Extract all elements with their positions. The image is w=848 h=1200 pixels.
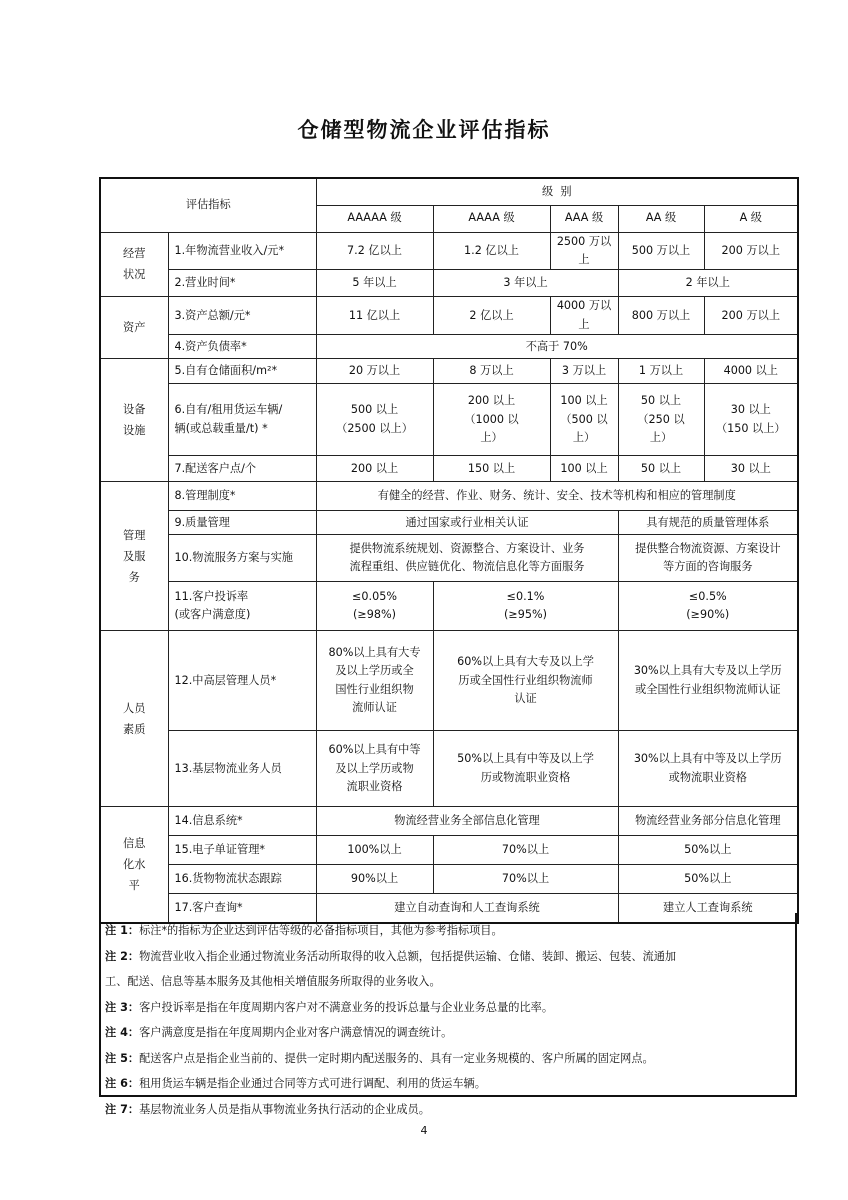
indicator-name: 5.自有仓储面积/m²*: [168, 359, 316, 384]
value-cell: 有健全的经营、作业、财务、统计、安全、技术等机构和相应的管理制度: [316, 482, 798, 511]
value-cell: 3 年以上: [433, 270, 618, 297]
value-cell: 8 万以上: [433, 359, 550, 384]
indicator-name: 1.年物流营业收入/元*: [168, 232, 316, 270]
value-cell: 50%以上具有中等及以上学 历或物流职业资格: [433, 731, 618, 807]
note-label: 注 6：: [105, 1077, 140, 1090]
value-cell: 150 以上: [433, 456, 550, 482]
notes-section: [99, 913, 797, 1116]
level-3a: AAA 级: [550, 205, 618, 232]
value-cell: 100 以上 （500 以 上）: [550, 384, 618, 456]
value-cell: 4000 万以上: [550, 297, 618, 335]
note-label: 注 2：: [105, 949, 140, 963]
value-cell: 2 亿以上: [433, 297, 550, 335]
note-text: 物流营业收入指企业通过物流业务活动所取得的收入总额，包括提供运输、仓储、装卸、搬运、包装、流通加: [139, 949, 677, 963]
note-text: 配送客户点是指企业当前的、提供一定时期内配送服务的、具有一定业务规模的、客户所属的固定网点。: [139, 1051, 654, 1065]
value-cell: 提供物流系统规划、资源整合、方案设计、业务 流程重组、供应链优化、物流信息化等方面服务: [316, 535, 618, 582]
category-management: 管理 及服 务: [100, 482, 168, 631]
indicator-name: 11.客户投诉率 (或客户满意度): [168, 582, 316, 631]
value-cell: ≤0.1% (≥95%): [433, 582, 618, 631]
value-cell: ≤0.05% (≥98%): [316, 582, 433, 631]
category-informatization: 信息 化水 平: [100, 807, 168, 923]
note-text: 客户投诉率是指在年度周期内客户对不满意业务的投诉总量与企业业务总量的比率。: [139, 1000, 554, 1014]
value-cell: 物流经营业务全部信息化管理: [316, 807, 618, 836]
value-cell: 4000 以上: [704, 359, 798, 384]
indicator-name: 4.资产负债率*: [168, 335, 316, 359]
value-cell: 物流经营业务部分信息化管理: [618, 807, 798, 836]
value-cell: 500 万以上: [618, 232, 704, 270]
note-label: 注 1：: [105, 924, 140, 937]
category-personnel: 人员 素质: [100, 631, 168, 807]
value-cell: 1.2 亿以上: [433, 232, 550, 270]
value-cell: 通过国家或行业相关认证: [316, 511, 618, 535]
note-3: [105, 995, 789, 1021]
value-cell: 200 以上 （1000 以 上）: [433, 384, 550, 456]
value-cell: 500 以上 （2500 以上）: [316, 384, 433, 456]
level-5a: AAAAA 级: [316, 205, 433, 232]
value-cell: 30 以上 （150 以上）: [704, 384, 798, 456]
page-title: 仓储型物流企业评估指标: [297, 118, 551, 142]
value-cell: 1 万以上: [618, 359, 704, 384]
value-cell: 60%以上具有大专及以上学 历或全国性行业组织物流师 认证: [433, 631, 618, 731]
value-cell: 70%以上: [433, 836, 618, 865]
value-cell: 30%以上具有中等及以上学历 或物流职业资格: [618, 731, 798, 807]
evaluation-table: [99, 177, 799, 924]
note-1: [105, 918, 789, 944]
note-label: 注 7：: [105, 1102, 140, 1116]
value-cell: 30 以上: [704, 456, 798, 482]
indicator-name: 3.资产总额/元*: [168, 297, 316, 335]
value-cell: 2 年以上: [618, 270, 798, 297]
value-cell: 50%以上: [618, 865, 798, 894]
value-cell: 2500 万以上: [550, 232, 618, 270]
value-cell: 70%以上: [433, 865, 618, 894]
value-cell: ≤0.5% (≥90%): [618, 582, 798, 631]
value-cell: 11 亿以上: [316, 297, 433, 335]
indicator-name: 8.管理制度*: [168, 482, 316, 511]
value-cell: 不高于 70%: [316, 335, 798, 359]
indicator-name: 2.营业时间*: [168, 270, 316, 297]
page-number: 4: [420, 1124, 428, 1137]
note-text: 租用货运车辆是指企业通过合同等方式可进行调配、利用的货运车辆。: [139, 1077, 486, 1090]
value-cell: 50%以上: [618, 836, 798, 865]
value-cell: 3 万以上: [550, 359, 618, 384]
indicator-name: 9.质量管理: [168, 511, 316, 535]
category-operation: 经营 状况: [100, 232, 168, 297]
level-4a: AAAA 级: [433, 205, 550, 232]
indicator-name: 10.物流服务方案与实施: [168, 535, 316, 582]
category-assets: 资产: [100, 297, 168, 359]
value-cell: 具有规范的质量管理体系: [618, 511, 798, 535]
note-2-continuation: 工、配送、信息等基本服务及其他相关增值服务所取得的业务收入。: [105, 975, 441, 988]
value-cell: 30%以上具有大专及以上学历 或全国性行业组织物流师认证: [618, 631, 798, 731]
value-cell: 7.2 亿以上: [316, 232, 433, 270]
value-cell: 建立人工查询系统: [618, 894, 798, 923]
value-cell: 100 以上: [550, 456, 618, 482]
note-label: 注 4：: [105, 1026, 140, 1039]
note-6: [105, 1071, 789, 1097]
indicator-name: 15.电子单证管理*: [168, 836, 316, 865]
value-cell: 60%以上具有中等 及以上学历或物 流职业资格: [316, 731, 433, 807]
header-indicator: 评估指标: [100, 178, 316, 232]
indicator-name: 12.中高层管理人员*: [168, 631, 316, 731]
note-text: 基层物流业务人员是指从事物流业务执行活动的企业成员。: [139, 1102, 430, 1116]
note-7: [105, 1097, 789, 1123]
value-cell: 80%以上具有大专 及以上学历或全 国性行业组织物 流师认证: [316, 631, 433, 731]
note-label: 注 5：: [105, 1051, 140, 1065]
value-cell: 200 万以上: [704, 232, 798, 270]
level-2a: AA 级: [618, 205, 704, 232]
value-cell: 90%以上: [316, 865, 433, 894]
note-label: 注 3：: [105, 1000, 140, 1014]
indicator-name: 14.信息系统*: [168, 807, 316, 836]
level-1a: A 级: [704, 205, 798, 232]
category-facilities: 设备 设施: [100, 359, 168, 482]
value-cell: 5 年以上: [316, 270, 433, 297]
value-cell: 20 万以上: [316, 359, 433, 384]
value-cell: 200 以上: [316, 456, 433, 482]
note-4: [105, 1020, 789, 1046]
header-level: 级 别: [316, 178, 798, 205]
value-cell: 50 以上 （250 以 上）: [618, 384, 704, 456]
note-text: 客户满意度是指在年度周期内企业对客户满意情况的调查统计。: [139, 1026, 453, 1039]
value-cell: 提供整合物流资源、方案设计 等方面的咨询服务: [618, 535, 798, 582]
value-cell: 建立自动查询和人工查询系统: [316, 894, 618, 923]
indicator-name: 7.配送客户点/个: [168, 456, 316, 482]
value-cell: 800 万以上: [618, 297, 704, 335]
indicator-name: 13.基层物流业务人员: [168, 731, 316, 807]
indicator-name: 16.货物物流状态跟踪: [168, 865, 316, 894]
indicator-name: 17.客户查询*: [168, 894, 316, 923]
value-cell: 50 以上: [618, 456, 704, 482]
note-text: 标注*的指标为企业达到评估等级的必备指标项目，其他为参考指标项目。: [139, 924, 503, 937]
indicator-name: 6.自有/租用货运车辆/ 辆(或总载重量/t) *: [168, 384, 316, 456]
note-5: [105, 1046, 789, 1072]
note-2: [105, 944, 789, 970]
value-cell: 100%以上: [316, 836, 433, 865]
value-cell: 200 万以上: [704, 297, 798, 335]
